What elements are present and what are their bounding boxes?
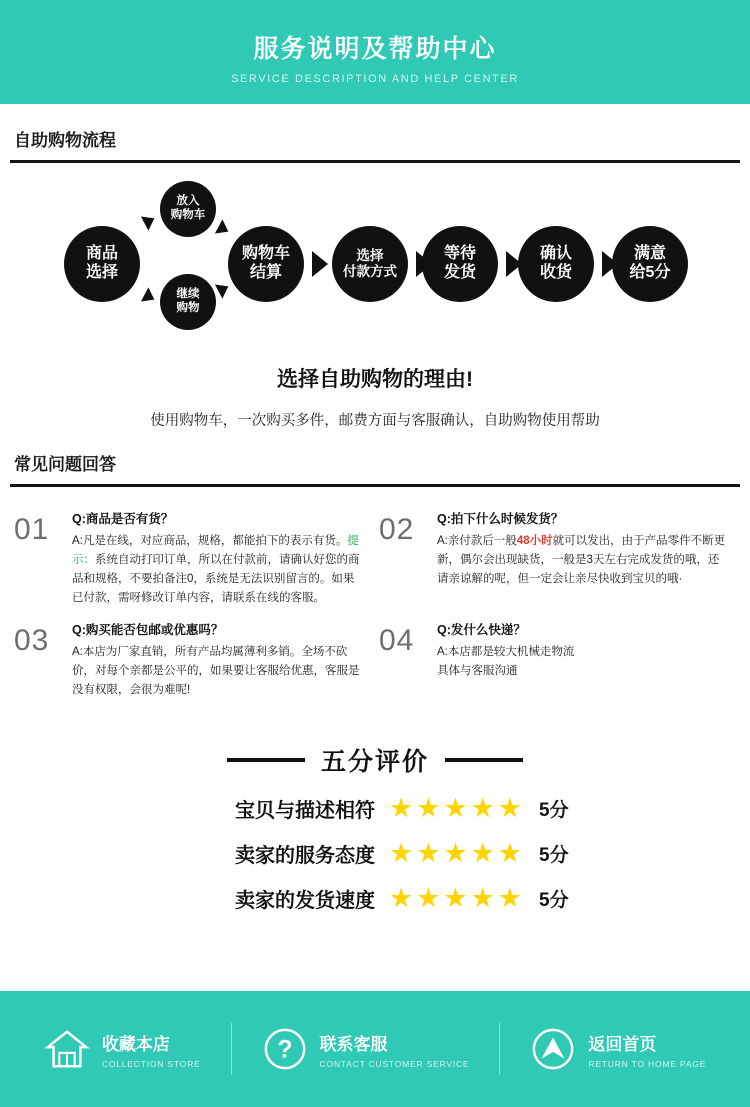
flow-node-five-star-rating bbox=[612, 226, 688, 302]
flow-node-add-to-cart bbox=[160, 181, 216, 237]
faq-list bbox=[10, 503, 740, 724]
faq-number: 03 bbox=[14, 623, 50, 657]
up-arrow-icon bbox=[530, 1026, 576, 1072]
flow-node-confirm-receipt bbox=[518, 226, 594, 302]
rating-row bbox=[10, 794, 740, 823]
faq-question: Q:商品是否有货？ bbox=[72, 512, 174, 526]
faq-answer bbox=[437, 532, 730, 589]
faq-body bbox=[72, 620, 365, 718]
page-subtitle: SERVICE DESCRIPTION AND HELP CENTER bbox=[231, 73, 519, 86]
faq-answer bbox=[437, 643, 730, 681]
faq-answer-part: 系统自动打印订单，所以在付款前，请确认好您的商品和规格，不要拍备注0，系统是无法识别留言的。如果已付款，需呀修改订单内容，请联系在线的客服。 bbox=[72, 553, 360, 604]
page-footer bbox=[0, 991, 750, 1107]
arrow-1-icon bbox=[312, 251, 328, 277]
faq-body bbox=[437, 509, 730, 608]
svg-text:?: ? bbox=[276, 1035, 293, 1064]
footer-collection-store[interactable] bbox=[14, 1026, 231, 1072]
flow-section-title: 自助购物流程 bbox=[14, 131, 116, 150]
flow-node-label: 继续 购物 bbox=[176, 288, 200, 314]
rating-score: 5分 bbox=[539, 799, 569, 821]
rating-rule-right bbox=[445, 758, 523, 762]
faq-answer-highlight: 提示： bbox=[72, 535, 359, 566]
faq-item bbox=[10, 503, 375, 614]
flow-node-cart-checkout bbox=[228, 226, 304, 302]
star-rating-icon: ★★★★★ bbox=[388, 882, 526, 913]
faq-question: Q:发什么快递？ bbox=[437, 622, 526, 637]
faq-section-title: 常见问题回答 bbox=[14, 455, 116, 474]
faq-answer-part: A:本店都是较大机械走物流 bbox=[437, 645, 575, 658]
flow-node-label: 确认 收货 bbox=[539, 245, 572, 281]
question-mark-icon bbox=[262, 1026, 308, 1072]
faq-question: Q:购买能否包邮或优惠吗？ bbox=[72, 622, 224, 637]
star-rating-icon: ★★★★★ bbox=[388, 837, 526, 868]
flow-node-label: 购物车 结算 bbox=[241, 245, 290, 281]
arrow-from-continue-icon bbox=[215, 279, 232, 298]
arrow-to-add-cart-icon bbox=[141, 211, 158, 230]
reason-title: 选择自助购物的理由! bbox=[277, 368, 473, 391]
flow-node-label: 满意 给5分 bbox=[629, 245, 671, 281]
footer-text-block bbox=[588, 1030, 706, 1069]
arrow-to-continue-icon bbox=[141, 287, 158, 306]
rating-header bbox=[10, 742, 740, 778]
arrow-from-add-cart-icon bbox=[215, 219, 232, 238]
page-title: 服务说明及帮助中心 bbox=[253, 34, 497, 63]
footer-return-home[interactable] bbox=[500, 1026, 736, 1072]
divider-faq bbox=[10, 484, 740, 487]
footer-label: 联系客服 bbox=[319, 1034, 388, 1054]
flow-node-label: 选择 付款方式 bbox=[343, 248, 397, 279]
faq-answer-part: A:凡是在线，对应商品，规格，都能拍下的表示有货。 bbox=[72, 535, 348, 547]
faq-item bbox=[375, 614, 740, 724]
flow-node-wait-shipping bbox=[422, 226, 498, 302]
flow-node-product-select bbox=[64, 226, 140, 302]
footer-sublabel: RETURN TO HOME PAGE bbox=[588, 1058, 707, 1069]
divider-flow bbox=[10, 160, 740, 163]
faq-section-header bbox=[10, 450, 740, 484]
flow-node-label: 等待 发货 bbox=[443, 245, 476, 281]
flow-node-choose-payment bbox=[332, 226, 408, 302]
reason-text: 使用购物车，一次购买多件，邮费方面与客服确认，自助购物使用帮助 bbox=[150, 413, 600, 429]
faq-number: 01 bbox=[14, 513, 50, 546]
content-body bbox=[0, 104, 750, 991]
rating-score: 5分 bbox=[539, 844, 569, 866]
faq-answer-part: 具体与客服沟通 bbox=[437, 664, 518, 677]
rating-rule-left bbox=[227, 758, 305, 762]
footer-text-block bbox=[320, 1030, 470, 1069]
faq-number: 02 bbox=[379, 513, 415, 546]
faq-body bbox=[437, 620, 730, 718]
faq-answer-part: 就可以发出，由于产品零件不断更新，偶尔会出现缺货，一般是3天左右完成发货的哦，还请亲谅解的呢，但一定会让亲尽快收到宝贝的哦· bbox=[437, 535, 726, 585]
faq-answer-highlight: 48小时 bbox=[516, 535, 553, 547]
footer-sublabel: CONTACT CUSTOMER SERVICE bbox=[319, 1058, 470, 1069]
rating-label: 卖家的发货速度 bbox=[234, 889, 375, 912]
faq-number: 04 bbox=[379, 623, 415, 657]
footer-label: 返回首页 bbox=[588, 1034, 657, 1054]
rating-score: 5分 bbox=[539, 889, 569, 911]
rating-title: 五分评价 bbox=[320, 747, 429, 776]
rating-row bbox=[10, 839, 740, 868]
star-rating-icon: ★★★★★ bbox=[388, 792, 526, 823]
rating-label: 卖家的服务态度 bbox=[234, 844, 375, 867]
rating-row bbox=[10, 884, 740, 913]
home-store-icon bbox=[44, 1026, 90, 1072]
faq-answer-part: A:亲付款后一般 bbox=[437, 535, 517, 547]
faq-body bbox=[72, 509, 365, 608]
faq-answer: A:本店为厂家直销，所有产品均属薄利多销。全场不砍价，对每个亲都是公平的，如果要让客服给优惠，客服是没有权限，会很为难呢! bbox=[72, 645, 360, 696]
rating-label: 宝贝与描述相符 bbox=[234, 799, 375, 822]
flow-node-label: 放入 购物车 bbox=[170, 195, 206, 221]
flow-node-continue-shopping bbox=[160, 274, 216, 330]
footer-label: 收藏本店 bbox=[101, 1034, 170, 1054]
faq-item bbox=[10, 614, 375, 724]
rating-rows bbox=[10, 794, 740, 913]
footer-contact-service[interactable] bbox=[232, 1026, 500, 1072]
shopping-flow-diagram bbox=[10, 169, 740, 359]
page-header bbox=[0, 0, 750, 104]
faq-question: Q:拍下什么时候发货？ bbox=[437, 512, 564, 526]
faq-answer bbox=[72, 532, 365, 608]
faq-item bbox=[375, 503, 740, 614]
flow-section-header bbox=[10, 126, 740, 160]
footer-sublabel: COLLECTION STORE bbox=[101, 1058, 201, 1069]
footer-text-block bbox=[102, 1030, 201, 1069]
rating-section bbox=[10, 742, 740, 913]
flow-node-label: 商品 选择 bbox=[85, 245, 118, 281]
